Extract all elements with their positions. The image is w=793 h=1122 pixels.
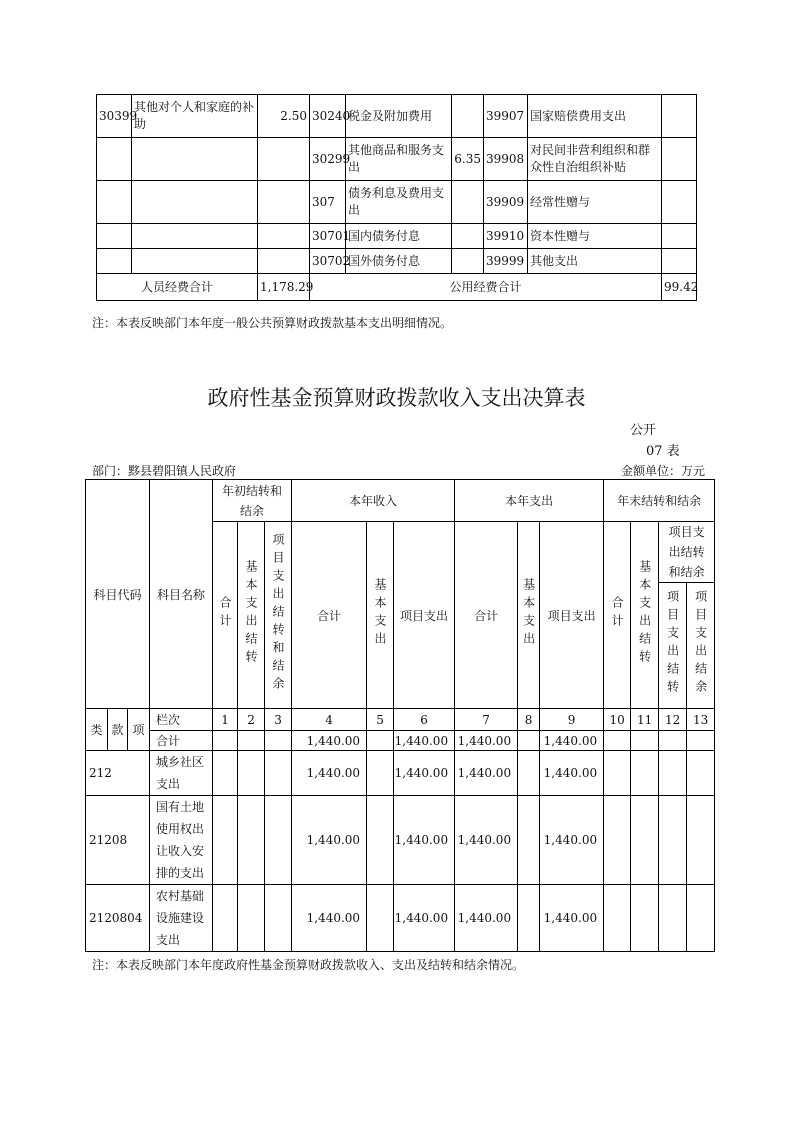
amount (452, 181, 484, 224)
column-number: 5 (367, 709, 394, 731)
fund-budget-table (85, 479, 715, 952)
basic-expense-detail-table (96, 94, 697, 301)
amount: 1,440.00 (394, 751, 455, 796)
header-expense-basic: 基本支出 (518, 522, 540, 709)
unit-label: 金额单位：万元 (620, 464, 705, 478)
econ-code (97, 181, 132, 224)
header-xiang: 项 (128, 709, 150, 751)
amount: 1,440.00 (455, 796, 518, 885)
column-number: 11 (631, 709, 659, 731)
table-row (97, 138, 697, 181)
subject-name: 国有土地使用权出让收入安排的支出 (150, 796, 213, 885)
header-income-basic: 基本支出 (367, 522, 394, 709)
econ-name: 国家赔偿费用支出 (528, 95, 662, 138)
column-number: 3 (265, 709, 292, 731)
column-number: 4 (292, 709, 367, 731)
column-number: 13 (687, 709, 715, 731)
column-number: 7 (455, 709, 518, 731)
econ-code: 30701 (310, 224, 346, 249)
column-number: 6 (394, 709, 455, 731)
amount (662, 249, 697, 274)
econ-name: 其他对个人和家庭的补助 (132, 95, 258, 138)
table-row (86, 885, 715, 952)
econ-name: 债务利息及费用支出 (346, 181, 452, 224)
header-project-carry-balance: 项目支出结转和结余 (265, 522, 292, 709)
econ-code: 39910 (484, 224, 528, 249)
amount: 1,440.00 (292, 751, 367, 796)
table-note: 注：本表反映部门本年度一般公共预算财政拨款基本支出明细情况。 (92, 316, 453, 330)
header-income-total: 合计 (292, 522, 367, 709)
econ-code (97, 249, 132, 274)
amount (452, 249, 484, 274)
sum-row (86, 731, 715, 751)
public-total-label: 公用经费合计 (310, 274, 662, 301)
econ-code: 30299 (310, 138, 346, 181)
amount: 1,440.00 (292, 731, 367, 751)
econ-name: 国内债务付息 (346, 224, 452, 249)
header-project-sub: 项目支出结转和结余 (659, 522, 715, 583)
subject-name: 城乡社区支出 (150, 751, 213, 796)
amount (662, 138, 697, 181)
totals-row (97, 274, 697, 301)
header-name: 科目名称 (150, 480, 213, 709)
table-number: 07 表 (646, 444, 680, 459)
amount: 1,440.00 (540, 796, 604, 885)
header-opening: 年初结转和结余 (213, 480, 292, 522)
amount: 1,440.00 (292, 796, 367, 885)
subject-code: 21208 (86, 796, 150, 885)
econ-name: 其他支出 (528, 249, 662, 274)
econ-code: 30399 (97, 95, 132, 138)
econ-name: 对民间非营利组织和群众性自治组织补贴 (528, 138, 662, 181)
column-number: 1 (213, 709, 238, 731)
column-number: 12 (659, 709, 687, 731)
table-row (86, 796, 715, 885)
header-closing-basic-carry: 基本支出结转 (631, 522, 659, 709)
econ-code: 39907 (484, 95, 528, 138)
column-label: 栏次 (150, 709, 213, 731)
subject-name: 农村基础设施建设支出 (150, 885, 213, 952)
amount: 6.35 (452, 138, 484, 181)
amount (452, 95, 484, 138)
econ-code: 30240 (310, 95, 346, 138)
header-closing: 年末结转和结余 (604, 480, 715, 522)
header-code: 科目代码 (86, 480, 150, 709)
header-total: 合计 (213, 522, 238, 709)
amount (662, 181, 697, 224)
department-label: 部门：黟县碧阳镇人民政府 (92, 464, 237, 478)
table-row (86, 751, 715, 796)
table-row (97, 224, 697, 249)
econ-code: 39909 (484, 181, 528, 224)
column-number: 10 (604, 709, 631, 731)
column-number: 8 (518, 709, 540, 731)
personnel-total-label: 人员经费合计 (97, 274, 258, 301)
subject-code: 2120804 (86, 885, 150, 952)
column-number: 2 (238, 709, 265, 731)
amount: 2.50 (258, 95, 310, 138)
amount (258, 138, 310, 181)
header-lei: 类 (86, 709, 108, 751)
column-number-row (86, 709, 715, 731)
table-note: 注：本表反映部门本年度政府性基金预算财政拨款收入、支出及结转和结余情况。 (92, 958, 525, 972)
header-kuan: 款 (108, 709, 128, 751)
table-row (97, 95, 697, 138)
econ-code (97, 138, 132, 181)
econ-name (132, 181, 258, 224)
econ-name: 经常性赠与 (528, 181, 662, 224)
sum-label: 合计 (150, 731, 213, 751)
header-income-project: 项目支出 (394, 522, 455, 709)
header-row (86, 480, 715, 522)
amount (258, 181, 310, 224)
econ-name: 税金及附加费用 (346, 95, 452, 138)
amount: 1,440.00 (292, 885, 367, 952)
amount: 1,440.00 (394, 731, 455, 751)
amount: 1,440.00 (540, 885, 604, 952)
page-title: 政府性基金预算财政拨款收入支出决算表 (207, 386, 586, 410)
econ-code: 39908 (484, 138, 528, 181)
amount: 1,440.00 (455, 751, 518, 796)
amount: 1,440.00 (394, 796, 455, 885)
amount (452, 224, 484, 249)
public-label: 公开 (630, 423, 657, 438)
econ-code: 39999 (484, 249, 528, 274)
amount (662, 224, 697, 249)
econ-name (132, 249, 258, 274)
econ-name: 其他商品和服务支出 (346, 138, 452, 181)
personnel-total-value: 1,178.29 (258, 274, 310, 301)
amount: 1,440.00 (455, 731, 518, 751)
econ-name (132, 224, 258, 249)
econ-name: 资本性赠与 (528, 224, 662, 249)
table-row (97, 181, 697, 224)
header-expense-total: 合计 (455, 522, 518, 709)
amount (258, 224, 310, 249)
amount: 1,440.00 (455, 885, 518, 952)
amount: 1,440.00 (540, 751, 604, 796)
amount (258, 249, 310, 274)
header-income: 本年收入 (292, 480, 455, 522)
subject-code: 212 (86, 751, 150, 796)
public-total-value: 99.42 (662, 274, 697, 301)
header-basic-carry: 基本支出结转 (238, 522, 265, 709)
econ-name (132, 138, 258, 181)
table-row (97, 249, 697, 274)
econ-code: 307 (310, 181, 346, 224)
header-project-carry: 项目支出结转 (659, 583, 687, 709)
header-expense-project: 项目支出 (540, 522, 604, 709)
header-project-balance: 项目支出结余 (687, 583, 715, 709)
econ-code: 30702 (310, 249, 346, 274)
amount (662, 95, 697, 138)
column-number: 9 (540, 709, 604, 731)
header-closing-total: 合计 (604, 522, 631, 709)
econ-code (97, 224, 132, 249)
amount: 1,440.00 (540, 731, 604, 751)
amount: 1,440.00 (394, 885, 455, 952)
econ-name: 国外债务付息 (346, 249, 452, 274)
header-expense: 本年支出 (455, 480, 604, 522)
